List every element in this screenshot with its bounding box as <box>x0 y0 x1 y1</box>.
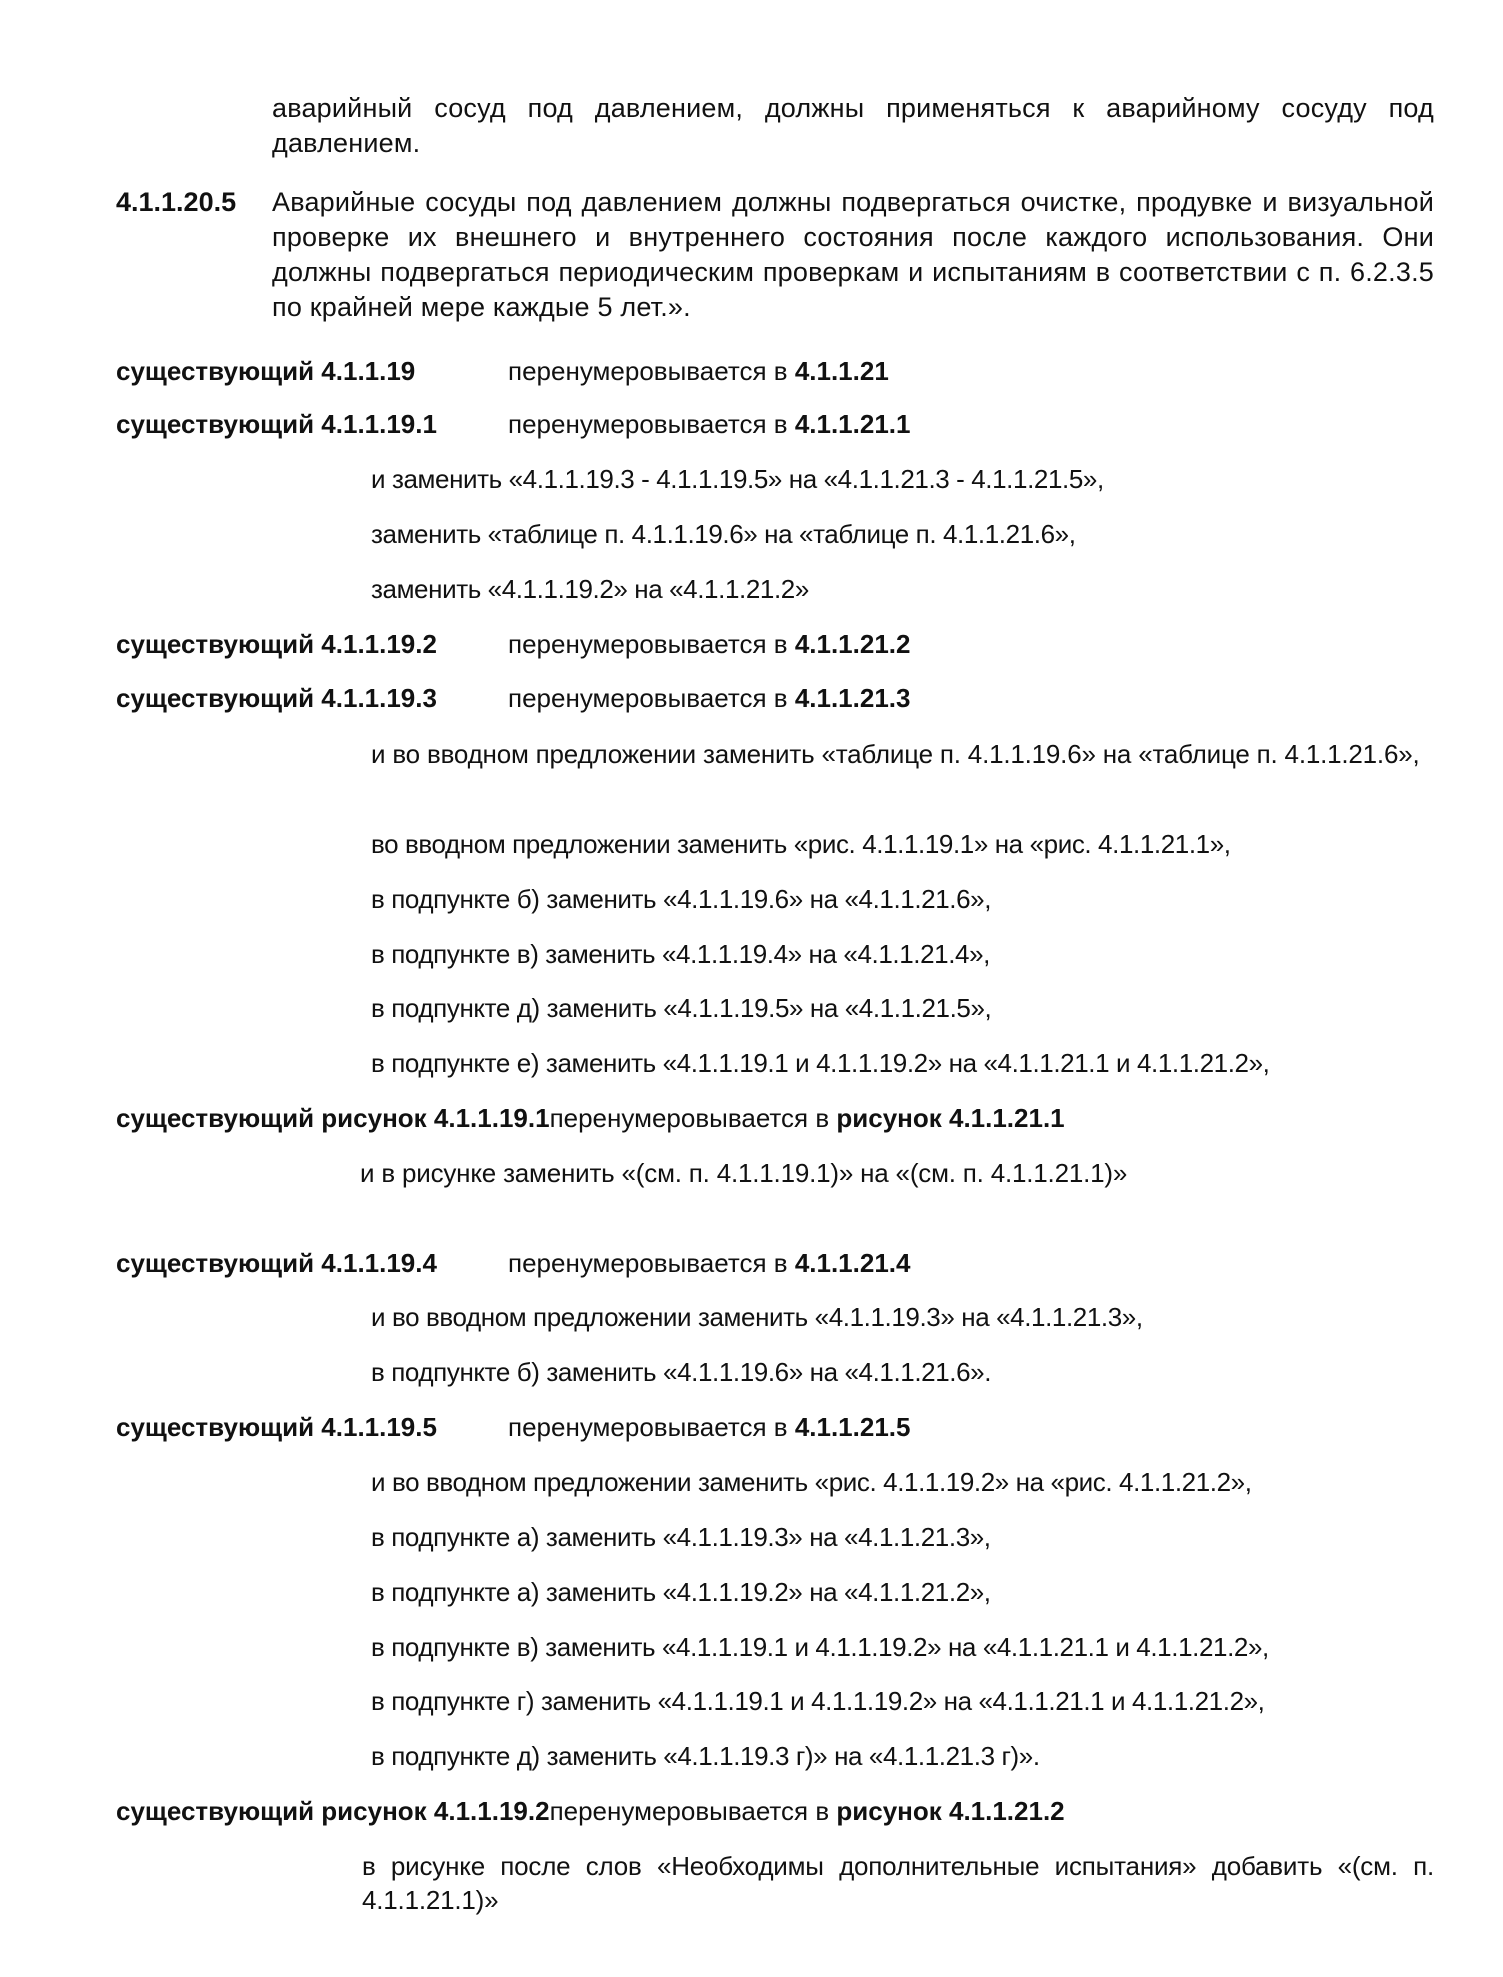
amendment-line: в подпункте е) заменить «4.1.1.19.1 и 4.1.1.19.2» на «4.1.1.21.1 и 4.1.1.21.2», <box>371 1048 1270 1078</box>
amendment-line: и во вводном предложении заменить «таблице п. 4.1.1.19.6» на «таблице п. 4.1.1.21.6», <box>371 739 1420 769</box>
relocation-row <box>116 1410 910 1444</box>
relocation-label: существующий 4.1.1.19 <box>116 356 416 386</box>
amendment-line: в подпункте а) заменить «4.1.1.19.2» на «4.1.1.21.2», <box>371 1577 991 1607</box>
relocation-action: перенумеровывается в рисунок 4.1.1.21.1 <box>549 1103 1065 1133</box>
paragraph-text: Аварийные сосуды под давлением должны подвергаться очистке, продувке и визуальной проверке их внешнего и внутреннего состояния после каждого использования. Они должны подвергаться периодическим проверкам и испытаниям в соответствии с п. 6.2.3.5 по крайней мере каждые 5 лет.». <box>272 187 1434 322</box>
amendment-line: в рисунке после слов «Необходимы дополнительные испытания» добавить «(см. п. 4.1.1.21.1)» <box>362 1851 1434 1915</box>
amendment-line: и в рисунке заменить «(см. п. 4.1.1.19.1)» на «(см. п. 4.1.1.21.1)» <box>360 1158 1128 1188</box>
relocation-row <box>116 1101 1065 1135</box>
relocation-action: перенумеровывается в 4.1.1.21.1 <box>508 409 911 439</box>
relocation-action: перенумеровывается в 4.1.1.21.2 <box>508 629 911 659</box>
amendment-line: во вводном предложении заменить «рис. 4.1.1.19.1» на «рис. 4.1.1.21.1», <box>371 829 1231 859</box>
amendment-line: в подпункте в) заменить «4.1.1.19.1 и 4.1.1.19.2» на «4.1.1.21.1 и 4.1.1.21.2», <box>371 1632 1269 1662</box>
amendment-line: в подпункте б) заменить «4.1.1.19.6» на «4.1.1.21.6». <box>371 1357 992 1387</box>
relocation-label: существующий рисунок 4.1.1.19.1 <box>116 1103 550 1133</box>
amendment-line: в подпункте д) заменить «4.1.1.19.5» на «4.1.1.21.5», <box>371 993 992 1023</box>
paragraph-number: 4.1.1.20.5 <box>116 187 237 217</box>
amendment-line: в подпункте г) заменить «4.1.1.19.1 и 4.1.1.19.2» на «4.1.1.21.1 и 4.1.1.21.2», <box>371 1686 1265 1716</box>
relocation-action: перенумеровывается в 4.1.1.21.4 <box>508 1248 911 1278</box>
amendment-line: в подпункте в) заменить «4.1.1.19.4» на «4.1.1.21.4», <box>371 939 990 969</box>
amendment-line: в подпункте д) заменить «4.1.1.19.3 г)» на «4.1.1.21.3 г)». <box>371 1741 1040 1771</box>
relocation-row <box>116 681 910 715</box>
relocation-action: перенумеровывается в 4.1.1.21.3 <box>508 683 911 713</box>
relocation-action: перенумеровывается в 4.1.1.21.5 <box>508 1412 911 1442</box>
relocation-label: существующий 4.1.1.19.2 <box>116 629 437 659</box>
amendment-line: и заменить «4.1.1.19.3 - 4.1.1.19.5» на «4.1.1.21.3 - 4.1.1.21.5», <box>371 464 1104 494</box>
relocation-row <box>116 407 910 441</box>
amendment-line: и во вводном предложении заменить «рис. 4.1.1.19.2» на «рис. 4.1.1.21.2», <box>371 1467 1252 1497</box>
amendment-line: в подпункте б) заменить «4.1.1.19.6» на «4.1.1.21.6», <box>371 884 992 914</box>
relocation-action: перенумеровывается в рисунок 4.1.1.21.2 <box>549 1796 1065 1826</box>
relocation-row <box>116 1246 910 1280</box>
intro-continuation: аварийный сосуд под давлением, должны применяться к аварийному сосуду под давлением. <box>272 93 1434 158</box>
amendment-line: заменить «таблице п. 4.1.1.19.6» на «таблице п. 4.1.1.21.6», <box>371 519 1076 549</box>
relocation-label: существующий 4.1.1.19.1 <box>116 409 437 439</box>
amendment-line: заменить «4.1.1.19.2» на «4.1.1.21.2» <box>371 574 809 604</box>
relocation-row <box>116 627 910 661</box>
amendment-line: в подпункте а) заменить «4.1.1.19.3» на «4.1.1.21.3», <box>371 1522 991 1552</box>
relocation-row <box>116 1794 1065 1828</box>
relocation-label: существующий 4.1.1.19.4 <box>116 1248 437 1278</box>
relocation-action: перенумеровывается в 4.1.1.21 <box>508 356 889 386</box>
relocation-row <box>116 354 889 388</box>
relocation-label: существующий 4.1.1.19.5 <box>116 1412 437 1442</box>
relocation-label: существующий рисунок 4.1.1.19.2 <box>116 1796 550 1826</box>
relocation-label: существующий 4.1.1.19.3 <box>116 683 437 713</box>
amendment-line: и во вводном предложении заменить «4.1.1.19.3» на «4.1.1.21.3», <box>371 1302 1143 1332</box>
